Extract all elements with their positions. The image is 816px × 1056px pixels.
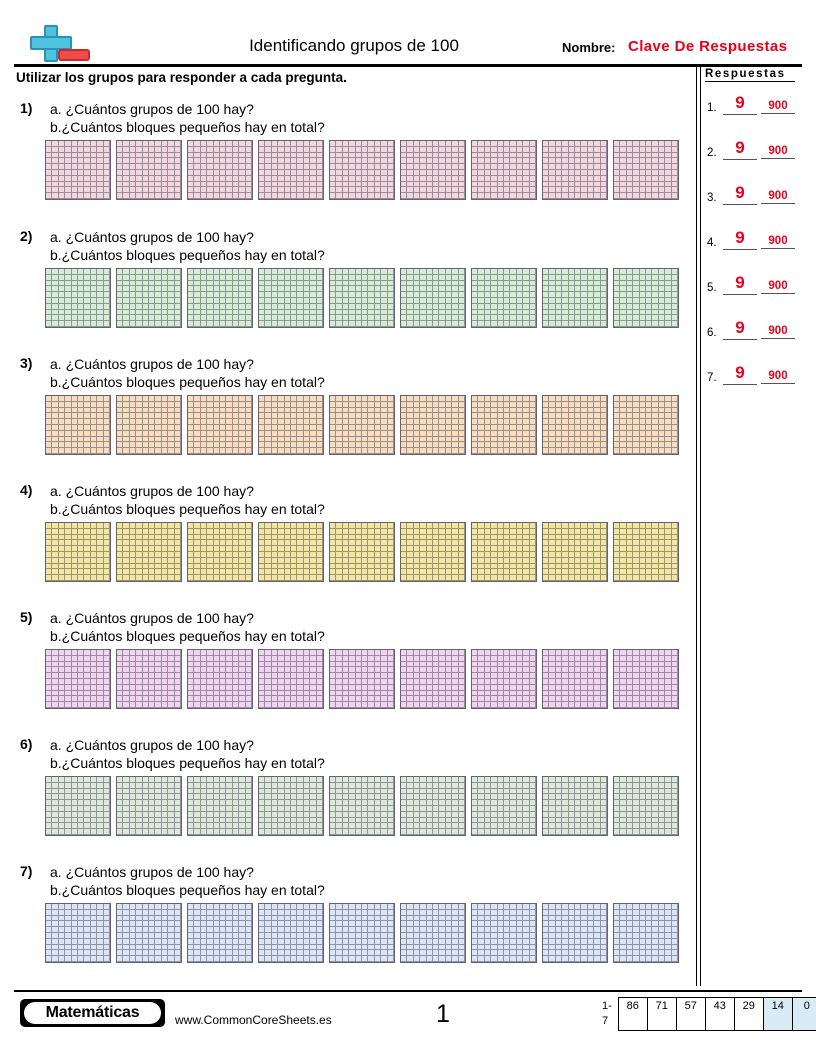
answer-row — [705, 319, 805, 345]
hundred-block — [187, 140, 255, 202]
answer-row — [705, 229, 805, 255]
hundred-block-row — [45, 649, 693, 711]
unit-cell — [388, 321, 394, 327]
hundred-block — [258, 522, 326, 584]
name-label: Nombre: — [562, 40, 616, 55]
hundred-block-grid — [258, 268, 324, 328]
hundred-block-grid — [258, 395, 324, 455]
hundred-block — [45, 522, 113, 584]
unit-cell — [530, 702, 536, 708]
hundred-block-row — [45, 776, 693, 838]
unit-cell — [104, 829, 110, 835]
question-line-b: b.¿Cuántos bloques pequeños hay en total? — [50, 374, 325, 390]
unit-cell — [388, 575, 394, 581]
plus-minus-logo-icon — [18, 24, 96, 64]
unit-cell — [388, 702, 394, 708]
hundred-block — [329, 268, 397, 330]
question-text — [50, 228, 325, 264]
answer-value-total: 900 — [761, 280, 795, 294]
unit-cell — [104, 321, 110, 327]
answer-row-number: 6. — [707, 327, 717, 339]
unit-cell — [175, 193, 181, 199]
hundred-block-grid — [116, 649, 182, 709]
question-text — [50, 736, 325, 772]
hundred-block — [116, 268, 184, 330]
hundred-block-grid — [400, 522, 466, 582]
unit-cell — [601, 448, 607, 454]
hundred-block — [45, 395, 113, 457]
answer-value-groups: 9 — [723, 318, 757, 340]
unit-cell — [672, 448, 678, 454]
hundred-block-grid — [187, 268, 253, 328]
page-header — [14, 24, 802, 64]
hundred-block — [471, 649, 539, 711]
hundred-block-grid — [542, 395, 608, 455]
answer-row-number: 3. — [707, 192, 717, 204]
hundred-block-grid — [613, 140, 679, 200]
unit-cell — [104, 193, 110, 199]
hundred-block-row — [45, 522, 693, 584]
answer-row — [705, 184, 805, 210]
hundred-block-grid — [187, 776, 253, 836]
hundred-block — [542, 268, 610, 330]
hundred-block-grid — [613, 268, 679, 328]
answer-row-number: 1. — [707, 102, 717, 114]
unit-cell — [317, 575, 323, 581]
hundred-block — [400, 268, 468, 330]
hundred-block-grid — [258, 522, 324, 582]
answer-column-divider — [696, 66, 701, 986]
hundred-block — [613, 268, 681, 330]
answer-value-total: 900 — [761, 145, 795, 159]
question-number: 3) — [20, 355, 33, 371]
hundred-block-row — [45, 140, 693, 202]
hundred-block — [542, 140, 610, 202]
unit-cell — [530, 575, 536, 581]
unit-cell — [601, 321, 607, 327]
unit-cell — [672, 575, 678, 581]
unit-cell — [246, 448, 252, 454]
unit-cell — [459, 321, 465, 327]
hundred-block — [187, 776, 255, 838]
unit-cell — [104, 575, 110, 581]
hundred-block — [329, 395, 397, 457]
hundred-block-grid — [329, 522, 395, 582]
unit-cell — [459, 575, 465, 581]
unit-cell — [459, 448, 465, 454]
hundred-block-grid — [258, 140, 324, 200]
answer-value-groups: 9 — [723, 138, 757, 160]
hundred-block-grid — [471, 522, 537, 582]
unit-cell — [672, 193, 678, 199]
hundred-block — [45, 776, 113, 838]
unit-cell — [317, 321, 323, 327]
question-number: 5) — [20, 609, 33, 625]
hundred-block-grid — [45, 395, 111, 455]
unit-cell — [317, 448, 323, 454]
hundred-block-row — [45, 268, 693, 330]
question-line-a: a. ¿Cuántos grupos de 100 hay? — [50, 737, 254, 753]
hundred-block — [329, 649, 397, 711]
hundred-block-grid — [613, 395, 679, 455]
question-number: 4) — [20, 482, 33, 498]
hundred-block-grid — [187, 649, 253, 709]
question-line-a: a. ¿Cuántos grupos de 100 hay? — [50, 610, 254, 626]
unit-cell — [672, 321, 678, 327]
hundred-block-grid — [400, 395, 466, 455]
unit-cell — [601, 702, 607, 708]
hundred-block — [45, 140, 113, 202]
answer-row — [705, 139, 805, 165]
question-line-b: b.¿Cuántos bloques pequeños hay en total? — [50, 755, 325, 771]
minus-bar-icon — [58, 49, 90, 61]
question-line-a: a. ¿Cuántos grupos de 100 hay? — [50, 356, 254, 372]
unit-cell — [672, 702, 678, 708]
name-value: Clave De Respuestas — [628, 38, 788, 55]
answer-row-number: 7. — [707, 372, 717, 384]
question-text — [50, 482, 325, 518]
hundred-block-grid — [187, 395, 253, 455]
unit-cell — [388, 193, 394, 199]
answer-value-total: 900 — [761, 370, 795, 384]
unit-cell — [317, 193, 323, 199]
unit-cell — [459, 193, 465, 199]
unit-cell — [530, 448, 536, 454]
hundred-block-grid — [116, 776, 182, 836]
hundred-block-grid — [45, 140, 111, 200]
question-text — [50, 100, 325, 136]
unit-cell — [601, 193, 607, 199]
answer-value-groups: 9 — [723, 93, 757, 115]
hundred-block — [116, 649, 184, 711]
hundred-block-grid — [116, 268, 182, 328]
hundred-block-grid — [542, 649, 608, 709]
hundred-block — [329, 522, 397, 584]
answer-value-groups: 9 — [723, 183, 757, 205]
hundred-block — [542, 395, 610, 457]
header-divider — [14, 64, 802, 67]
answer-value-total: 900 — [761, 190, 795, 204]
question-number: 1) — [20, 100, 33, 116]
hundred-block — [613, 395, 681, 457]
hundred-block — [400, 140, 468, 202]
question-line-b: b.¿Cuántos bloques pequeños hay en total? — [50, 119, 325, 135]
plus-horizontal-bar-icon — [30, 36, 72, 50]
hundred-block-grid — [542, 140, 608, 200]
hundred-block — [116, 395, 184, 457]
unit-cell — [246, 575, 252, 581]
hundred-block — [471, 268, 539, 330]
hundred-block — [258, 268, 326, 330]
unit-cell — [317, 702, 323, 708]
question-text — [50, 609, 325, 645]
hundred-block-grid — [400, 649, 466, 709]
unit-cell — [246, 702, 252, 708]
hundred-block-grid — [329, 268, 395, 328]
hundred-block-grid — [471, 268, 537, 328]
hundred-block-grid — [258, 649, 324, 709]
unit-cell — [175, 575, 181, 581]
unit-cell — [388, 448, 394, 454]
hundred-block — [613, 522, 681, 584]
hundred-block — [45, 268, 113, 330]
answer-row — [705, 364, 805, 390]
hundred-block — [258, 140, 326, 202]
hundred-block-grid — [400, 140, 466, 200]
unit-cell — [175, 321, 181, 327]
answer-value-total: 900 — [761, 100, 795, 114]
answer-value-groups: 9 — [723, 228, 757, 250]
hundred-block — [613, 649, 681, 711]
hundred-block — [258, 649, 326, 711]
unit-cell — [246, 321, 252, 327]
hundred-block-row — [45, 395, 693, 457]
hundred-block — [400, 522, 468, 584]
answers-panel-title: Respuestas — [705, 68, 795, 82]
hundred-block-grid — [45, 268, 111, 328]
answer-row — [705, 274, 805, 300]
hundred-block — [187, 268, 255, 330]
unit-cell — [104, 702, 110, 708]
hundred-block-grid — [613, 649, 679, 709]
hundred-block — [187, 395, 255, 457]
hundred-block — [471, 395, 539, 457]
answer-value-groups: 9 — [723, 273, 757, 295]
hundred-block — [542, 649, 610, 711]
hundred-block — [116, 140, 184, 202]
hundred-block-grid — [542, 268, 608, 328]
question-number: 2) — [20, 228, 33, 244]
hundred-block-grid — [45, 649, 111, 709]
hundred-block-grid — [613, 522, 679, 582]
hundred-block-grid — [116, 395, 182, 455]
question-line-b: b.¿Cuántos bloques pequeños hay en total? — [50, 247, 325, 263]
hundred-block — [187, 522, 255, 584]
hundred-block — [45, 649, 113, 711]
hundred-block — [400, 395, 468, 457]
hundred-block-grid — [400, 268, 466, 328]
answer-value-total: 900 — [761, 235, 795, 249]
hundred-block — [471, 140, 539, 202]
unit-cell — [175, 702, 181, 708]
unit-cell — [246, 193, 252, 199]
unit-cell — [530, 321, 536, 327]
question-line-a: a. ¿Cuántos grupos de 100 hay? — [50, 483, 254, 499]
hundred-block-grid — [187, 522, 253, 582]
question-line-a: a. ¿Cuántos grupos de 100 hay? — [50, 229, 254, 245]
hundred-block — [116, 522, 184, 584]
instructions-text: Utilizar los grupos para responder a cada pregunta. — [16, 70, 347, 85]
unit-cell — [104, 448, 110, 454]
answer-value-total: 900 — [761, 325, 795, 339]
hundred-block — [116, 776, 184, 838]
page-title: Identificando grupos de 100 — [249, 36, 459, 55]
question-text — [50, 355, 325, 391]
hundred-block-grid — [471, 395, 537, 455]
answer-row-number: 5. — [707, 282, 717, 294]
hundred-block-grid — [471, 140, 537, 200]
hundred-block-grid — [329, 649, 395, 709]
answer-row — [705, 94, 805, 120]
hundred-block-grid — [45, 776, 111, 836]
hundred-block-grid — [45, 522, 111, 582]
hundred-block-grid — [542, 522, 608, 582]
hundred-block-grid — [187, 140, 253, 200]
hundred-block-grid — [471, 649, 537, 709]
unit-cell — [459, 702, 465, 708]
hundred-block — [187, 649, 255, 711]
answer-value-groups: 9 — [723, 363, 757, 385]
hundred-block-grid — [116, 140, 182, 200]
hundred-block-grid — [116, 522, 182, 582]
unit-cell — [601, 575, 607, 581]
answer-row-number: 2. — [707, 147, 717, 159]
unit-cell — [175, 448, 181, 454]
unit-cell — [530, 193, 536, 199]
hundred-block — [258, 395, 326, 457]
unit-cell — [175, 829, 181, 835]
hundred-block — [471, 522, 539, 584]
hundred-block — [613, 140, 681, 202]
hundred-block — [400, 649, 468, 711]
hundred-block — [329, 140, 397, 202]
hundred-block-grid — [329, 140, 395, 200]
question-line-a: a. ¿Cuántos grupos de 100 hay? — [50, 101, 254, 117]
answer-row-number: 4. — [707, 237, 717, 249]
hundred-block-grid — [329, 395, 395, 455]
question-number: 6) — [20, 736, 33, 752]
question-line-b: b.¿Cuántos bloques pequeños hay en total? — [50, 501, 325, 517]
hundred-block — [542, 522, 610, 584]
question-line-b: b.¿Cuántos bloques pequeños hay en total? — [50, 628, 325, 644]
